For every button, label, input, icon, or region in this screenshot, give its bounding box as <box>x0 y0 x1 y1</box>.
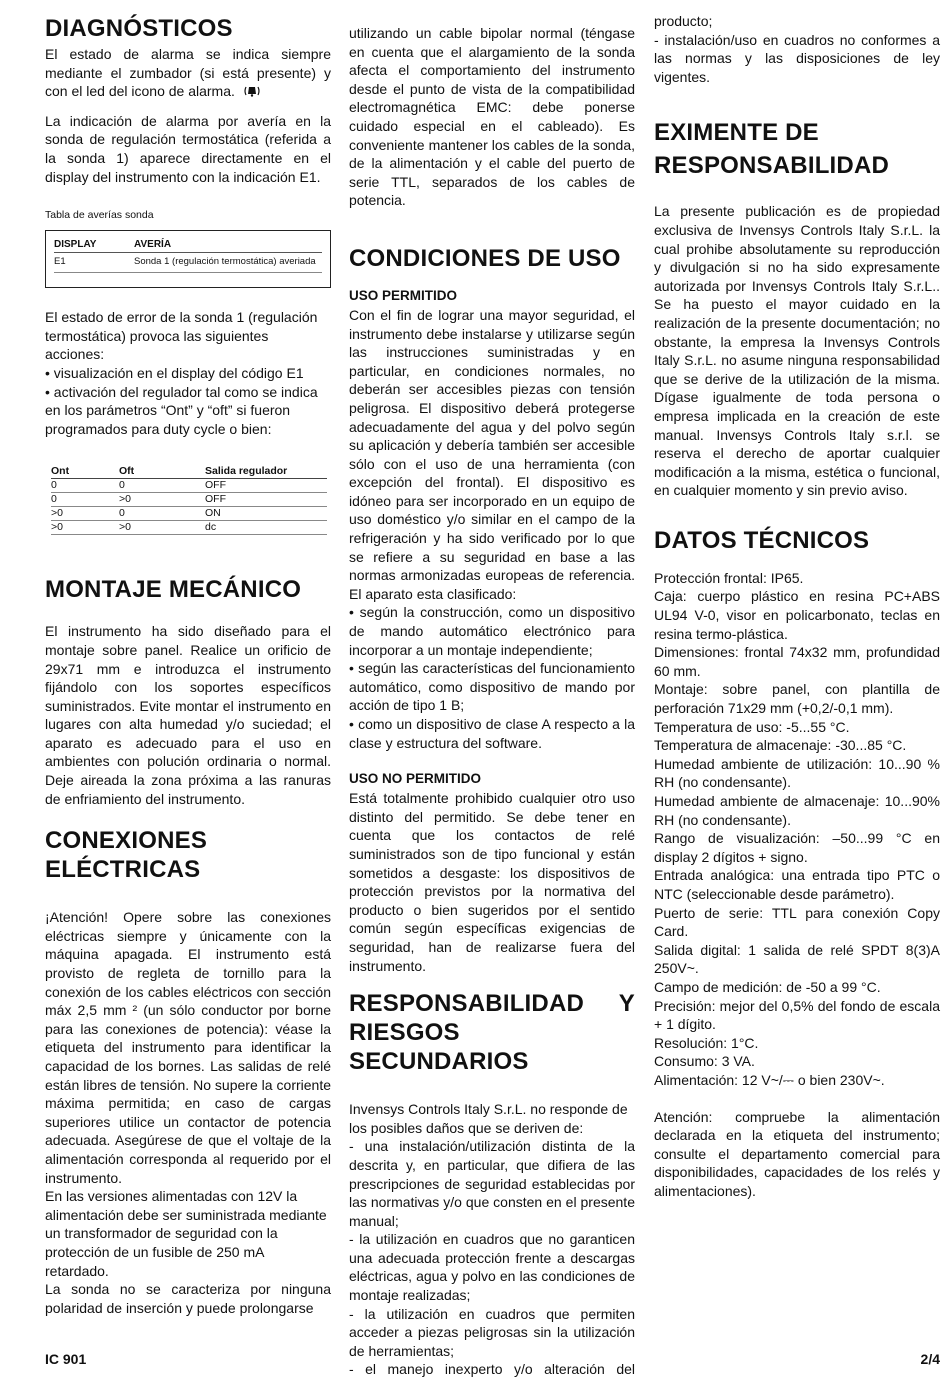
reg-cell: OFF <box>205 479 327 493</box>
fault-cell-code: E1 <box>54 253 134 273</box>
footer-page-number: 2/4 <box>920 1351 940 1367</box>
table-row <box>51 507 327 521</box>
diag-bullet-1: • visualización en el display del código E1 <box>45 364 304 381</box>
reg-cell: 0 <box>51 493 119 507</box>
reg-cell: OFF <box>205 493 327 507</box>
list-item: Campo de medición: de -50 a 99 °C. <box>654 978 881 995</box>
fault-cell-desc: Sonda 1 (regulación termostática) averiada <box>134 253 322 273</box>
fault-table-box <box>45 230 331 288</box>
montaje-paragraph: El instrumento ha sido diseñado para el montaje sobre panel. Realice un orificio de 29x71 mm e introduzca el instrumento fijándolo con los soportes específicos suministrados. Evite montar el instrumento en lugares con alta humedad y/o suciedad; el aparato es adecuado para el uso en ambientes con polución ordinaria o normal. Deje aireada la zona próxima a las ranuras de enfriamiento del instrumento. <box>45 623 331 807</box>
section-title-condiciones: CONDICIONES DE USO <box>349 244 621 272</box>
conexiones-paragraph-1: ¡Atención! Opere sobre las conexiones eléctricas siempre y únicamente con la máquina apagada. El instrumento está provisto de regleta de tornillo para la conexión de los cables eléctricos con sección máx 2,5 mm ² (un sólo conductor por borne para las conexiones de potencia): véase la etiqueta del instrumento para identificar la capacidad de los bornes. Las salidas de relé están libres de tensión. No supere la corriente máxima permitida; en caso de cargas superiores utilice un contactor de potencia adecuada. Asegúrese de que el voltaje de la alimentación corresponda al requerido por el instrumento. <box>45 909 331 1186</box>
column-2 <box>349 12 635 1379</box>
reg-cell: 0 <box>119 507 205 521</box>
uso-no-permitido-paragraph: Está totalmente prohibido cualquier otro uso distinto del permitido. Se debe tener en cuenta que los contactos de relé suministrados son de tipo funcional y están sometidos a desgaste: los dispositivos de protección previstos por la normativa del producto o bien sugeridos por el sentido común según específicas exigencias de seguridad, han de realizarse fuera del instrumento. <box>349 790 635 974</box>
uso-bullet-3: • como un dispositivo de clase A respecto a la clase y estructura del software. <box>349 716 635 751</box>
list-item: Temperatura de almacenaje: -30...85 °C. <box>654 737 907 754</box>
diag-paragraph-2: La indicación de alarma por avería en la sonda de regulación termostática (referida a la sonda 1) aparece directamente en el display del instrumento con la indicación E1. <box>45 112 331 185</box>
responsabilidad-paragraph: Invensys Controls Italy S.r.L. no responde de los posibles daños que se deriven de: <box>349 1101 628 1136</box>
section-title-responsabilidad-2: RIESGOS SECUNDARIOS <box>349 1019 529 1076</box>
resp-title-part: RESPONSABILIDAD Y <box>349 990 635 1018</box>
conexiones-paragraph-3: La sonda no se caracteriza por ninguna polaridad de inserción y puede prolongarse <box>45 1281 331 1316</box>
column-3 <box>654 12 940 1200</box>
reg-cell: >0 <box>51 507 119 521</box>
resp-item-4: - el manejo inexperto y/o alteración del <box>349 1361 635 1378</box>
section-title-conexiones-1: CONEXIONES <box>45 827 208 855</box>
reg-cell: dc <box>205 521 327 535</box>
list-item: Protección frontal: IP65. <box>654 569 804 586</box>
list-item: Salida digital: 1 salida de relé SPDT 8(3)A 250V~. <box>654 941 940 977</box>
continued-text-2: - instalación/uso en cuadros no conformes a las normas y las disposiciones de ley vigentes. <box>654 31 940 85</box>
section-title-diagnosticos: DIAGNÓSTICOS <box>45 15 233 42</box>
section-title-eximente-2: RESPONSABILIDAD <box>654 152 890 180</box>
fault-header-display: DISPLAY <box>54 237 134 253</box>
diag-paragraph-3: El estado de error de la sonda 1 (regulación termostática) provoca las siguientes acciones: <box>45 309 318 363</box>
eximente-paragraph: La presente publicación es de propiedad exclusiva de Invensys Controls Italy S.r.L. la cual prohibe absolutamente su reproducción y divulgación si no ha sido expresamente autorizada por Invensys Controls Italy S.r.L.. Se ha puesto el mayor cuidado en la realización de la presente documentación; no obstante, la empresa la Invensys Controls Italy S.r.L. no asume ninguna responsabilidad que se derive de la utilización de la misma. Dígase igualmente de toda persona o empresa implicada en la creación de este manual. Invensys Controls Italy s.r.l. se reserva el derecho de aportar cualquier modificación a la misma, estética o funcional, en cualquier momento y sin previo aviso. <box>654 203 940 499</box>
list-item: Rango de visualización: –50...99 °C en display 2 dígitos + signo. <box>654 830 940 865</box>
fault-table <box>54 237 322 273</box>
section-title-eximente-1: EXIMENTE DE <box>654 119 819 147</box>
tech-data-list <box>654 569 940 1090</box>
continued-paragraph: utilizando un cable bipolar normal (téngase en cuenta que el alargamiento de la sonda afecta el comportamiento del instrumento desde el punto de vista de la compatibilidad electromagnética EMC: debe ponerse cuidado especial en el cableado). Es conveniente mantener los cables de la sonda, de la alimentación y el cable del puerto de serie TTL, separados de los cables de potencia. <box>349 25 635 209</box>
list-item: Alimentación: 12 V~/⎓ o bien 230V~. <box>654 1071 885 1088</box>
diag-bullet-2: • activación del regulador tal como se indica en los parámetros “Ont” y “oft” si fueron programados para duty cycle o bien: <box>45 383 318 437</box>
list-item: Puerto de serie: TTL para conexión Copy Card. <box>654 904 940 940</box>
list-item: Caja: cuerpo plástico en resina PC+ABS UL94 V-0, visor en policarbonato, teclas en resina termo-plástica. <box>654 588 940 642</box>
alarm-bell-icon <box>243 83 261 102</box>
list-item: Consumo: 3 VA. <box>654 1053 755 1070</box>
table-row <box>51 479 327 493</box>
subtitle-uso-permitido: USO PERMITIDO <box>349 287 458 303</box>
section-title-datos: DATOS TÉCNICOS <box>654 526 870 554</box>
atencion-paragraph: Atención: compruebe la alimentación declarada en la etiqueta del instrumento; consulte el departamento comercial para disponibilidades, capacidades de los relés y alimentaciones). <box>654 1108 940 1199</box>
uso-permitido-paragraph: Con el fin de lograr una mayor seguridad, el instrumento debe instalarse y utilizarse según las instrucciones suministradas y en particular, en condiciones normales, no deberán ser accesibles piezas con tensión peligrosa. El dispositivo deberá protegerse adecuadamente del agua y del polvo según su aplicación y debería también ser accesible sólo con el uso de una herramienta (con excepción del frontal). El dispositivo es idóneo para ser incorporado en un equipo de uso doméstico y/o similar en el campo de la refrigeración y ha sido verificado por lo que se refiere a su seguridad en base a las normas armonizadas europeas de referencia. El aparato esta clasificado: <box>349 306 635 602</box>
resp-item-2: - la utilización en cuadros que no garanticen una adecuada protección frente a descargas eléctricas, agua y polvo en las condiciones de montaje realizadas; <box>349 1231 635 1304</box>
list-item: Dimensiones: frontal 74x32 mm, profundidad 60 mm. <box>654 644 940 679</box>
reg-header-salida: Salida regulador <box>205 462 327 479</box>
reg-header-ont: Ont <box>51 462 119 479</box>
list-item: Humedad ambiente de utilización: 10...90 % RH (no condensante). <box>654 755 940 791</box>
list-item: Temperatura de uso: -5...55 °C. <box>654 718 850 735</box>
resp-item-1: - una instalación/utilización distinta de la descrita y, en particular, que difiera de las prescripciones de seguridad establecidas por las normativas y/o que consten en el presente manual; <box>349 1138 635 1229</box>
column-1 <box>45 12 331 1317</box>
conexiones-paragraph-2: En las versiones alimentadas con 12V la alimentación debe ser suministrada mediante un transformador de seguridad con la protección de un fusible de 250 mA retardado. <box>45 1188 327 1279</box>
table-row <box>51 521 327 535</box>
list-item: Montaje: sobre panel, con plantilla de perforación 71x29 mm (+0,2/-0,1 mm). <box>654 681 940 717</box>
reg-cell: >0 <box>119 521 205 535</box>
fault-header-averia: AVERÍA <box>134 237 322 253</box>
reg-cell: 0 <box>119 479 205 493</box>
list-item: Humedad ambiente de almacenaje: 10...90% RH (no condensante). <box>654 793 940 828</box>
section-title-conexiones-2: ELÉCTRICAS <box>45 856 201 884</box>
table-row <box>51 493 327 507</box>
list-item: Precisión: mejor del 0,5% del fondo de escala + 1 dígito. <box>654 997 940 1033</box>
section-title-montaje: MONTAJE MECÁNICO <box>45 576 302 604</box>
uso-bullet-1: • según la construcción, como un dispositivo de mando automático electrónico para incorporar a un montaje independiente; <box>349 604 635 658</box>
subtitle-uso-no-permitido: USO NO PERMITIDO <box>349 771 482 787</box>
table-row <box>54 253 322 273</box>
continued-text-1: producto; <box>654 13 713 29</box>
diag-paragraph-1 <box>45 45 331 102</box>
list-item: Resolución: 1°C. <box>654 1034 759 1051</box>
resp-item-3: - la utilización en cuadros que permiten acceder a piezas peligrosas sin la utilización de herramientas; <box>349 1305 635 1359</box>
reg-cell: >0 <box>119 493 205 507</box>
reg-cell: ON <box>205 507 327 521</box>
regulator-table <box>51 462 327 535</box>
list-item: Entrada analógica: una entrada tipo PTC o NTC (seleccionable desde parámetro). <box>654 867 940 902</box>
diag-text-1: El estado de alarma se indica siempre mediante el zumbador (si está presente) y con el led del icono de alarma. <box>45 46 331 100</box>
footer-model: IC 901 <box>45 1351 87 1367</box>
reg-cell: 0 <box>51 479 119 493</box>
uso-bullet-2: • según las características del funcionamiento automático, como dispositivo de mando por acción de tipo 1 B; <box>349 660 635 714</box>
fault-table-caption: Tabla de averías sonda <box>45 209 154 222</box>
reg-cell: >0 <box>51 521 119 535</box>
reg-header-oft: Oft <box>119 462 205 479</box>
section-title-responsabilidad-1 <box>349 989 635 1018</box>
